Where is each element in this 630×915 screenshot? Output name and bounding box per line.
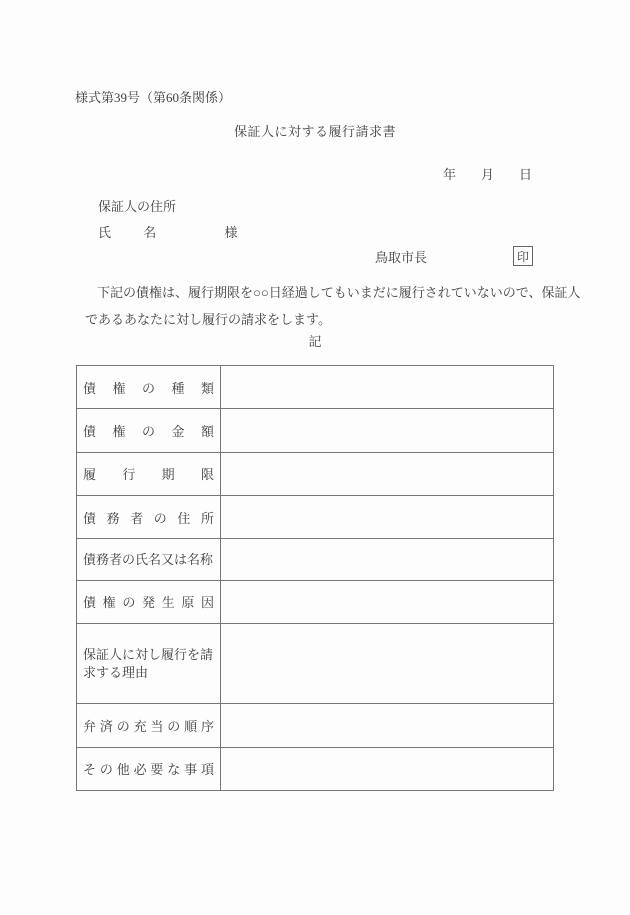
row-label-payment-appropriation-order: 弁済の充当の順序 [77, 704, 221, 747]
row-value-claim-cause [221, 580, 554, 623]
table-row [77, 366, 554, 409]
table-row [77, 452, 554, 495]
row-label-performance-deadline: 履行期限 [77, 452, 221, 495]
table-row [77, 623, 554, 703]
row-label-claim-type: 債権の種類 [77, 366, 221, 409]
table-row [77, 580, 554, 623]
row-value-claim-type [221, 366, 554, 409]
row-value-other-matters [221, 747, 554, 790]
date-year-label: 年 [443, 167, 457, 182]
row-label-other-matters: その他必要な事項 [77, 747, 221, 790]
table-row [77, 747, 554, 790]
row-label-debtor-name: 債務者の氏名又は名称 [77, 539, 221, 580]
guarantor-address-label: 保証人の住所 [98, 199, 177, 214]
row-label-claim-amount: 債権の金額 [77, 409, 221, 452]
table-row [77, 704, 554, 747]
row-label-claim-cause: 債権の発生原因 [77, 580, 221, 623]
date-line [443, 164, 532, 183]
sender-title: 鳥取市長 [375, 250, 428, 265]
row-label-debtor-address: 債務者の住所 [77, 496, 221, 539]
row-value-debtor-address [221, 496, 554, 539]
honorific-label: 様 [224, 225, 238, 240]
row-value-performance-deadline [221, 452, 554, 495]
record-marker: 記 [308, 334, 322, 349]
name-label-first-char: 氏 [98, 225, 112, 240]
table-row [77, 539, 554, 580]
date-day-label: 日 [519, 167, 533, 182]
guarantor-name-line [98, 222, 238, 241]
body-paragraph-line1: 下記の債権は、履行期限を○○日経過してもいまだに履行されていないので、保証人 [97, 285, 581, 300]
form-number: 様式第39号（第60条関係） [75, 90, 232, 105]
row-value-debtor-name [221, 539, 554, 580]
row-value-reason-for-request [221, 623, 554, 703]
table-row [77, 496, 554, 539]
row-value-claim-amount [221, 409, 554, 452]
name-label-second-char: 名 [143, 225, 157, 240]
table-row [77, 409, 554, 452]
row-value-payment-appropriation-order [221, 704, 554, 747]
body-paragraph-line2: であるあなたに対し履行の請求をします。 [85, 312, 331, 327]
date-month-label: 月 [481, 167, 495, 182]
document-title: 保証人に対する履行請求書 [233, 124, 396, 139]
seal-mark: 印 [513, 246, 533, 266]
request-details-table [76, 365, 554, 791]
row-label-reason-for-request: 保証人に対し履行を請求する理由 [77, 623, 221, 703]
